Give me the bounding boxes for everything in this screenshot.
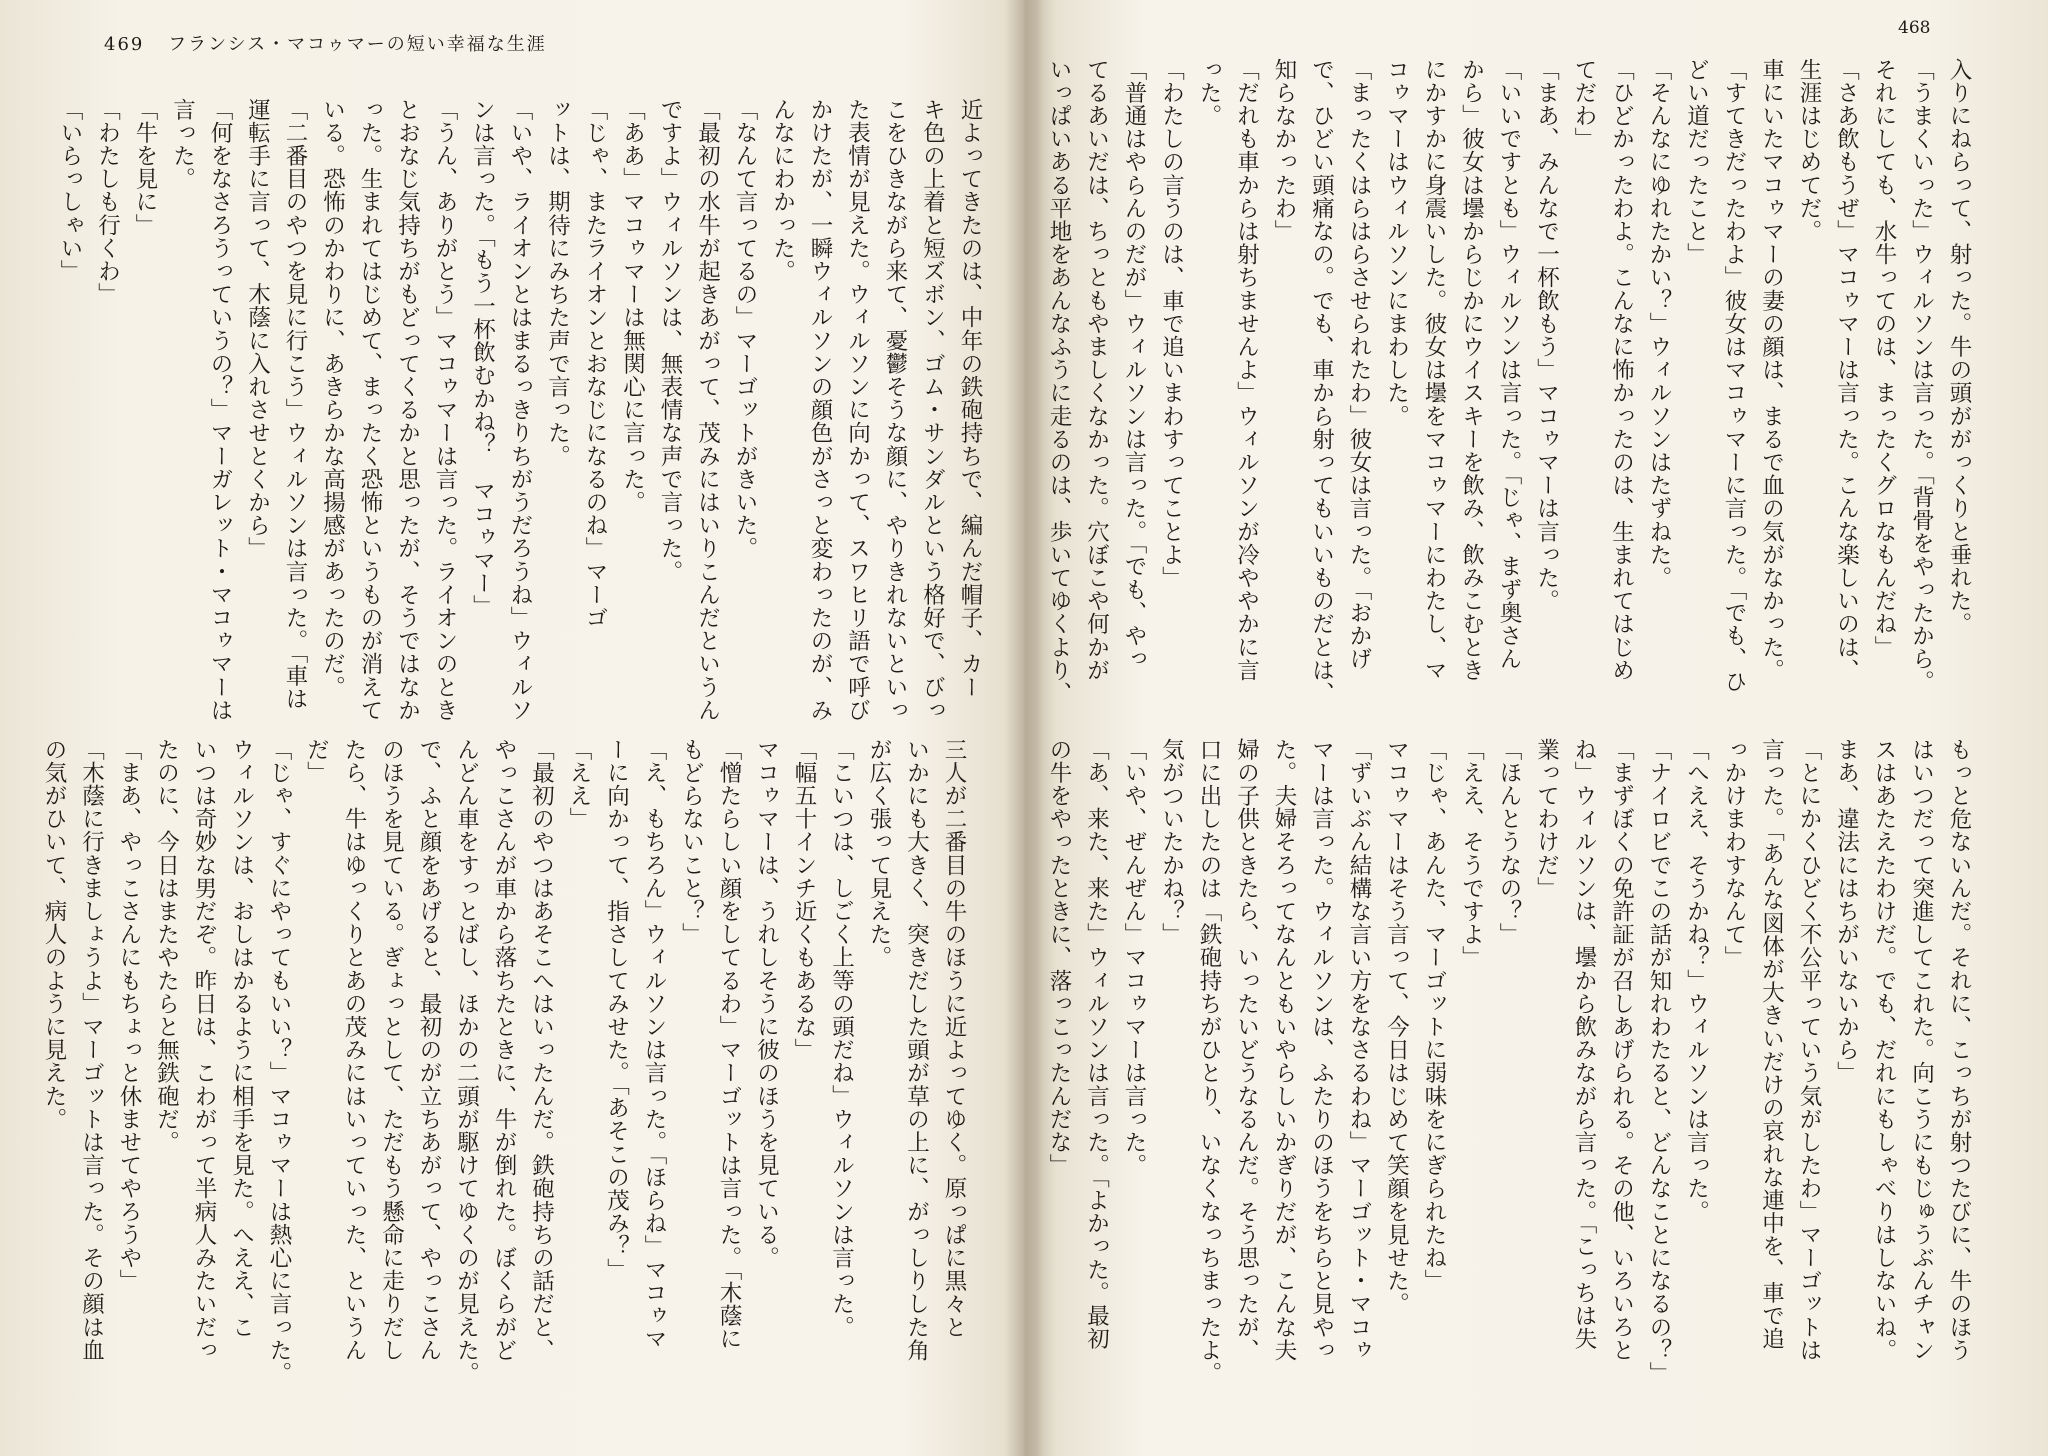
text-line: いつは奇妙な男だぞ。昨日は、こわがって半病人みたいだっ — [191, 738, 217, 1362]
text-line: マコゥマーはそう言って、今日はじめて笑顔を見せた。 — [1383, 738, 1410, 1316]
text-line: 「なんて言ってるの」マーゴットがきいた。 — [732, 98, 758, 560]
text-line: で、ひどい頭痛なの。でも、車から射ってもいいものだとは、 — [1308, 58, 1335, 705]
text-line: 「いや、ぜんぜん」マコゥマーは言った。 — [1121, 738, 1147, 1177]
text-line: 「二番目のやつを見に行こう」ウィルソンは言った。「車は — [282, 98, 308, 711]
text-line: 「わたしの言うのは、車で追いまわすってことよ」 — [1158, 58, 1185, 590]
text-line: 「ほんとうなの？」 — [1496, 738, 1522, 946]
text-line: 「じゃ、またライオンとおなじになるのね」マーゴ — [582, 98, 608, 630]
text-line: 近よってきたのは、中年の鉄砲持ちで、編んだ帽子、カー — [957, 98, 983, 699]
text-line: た表情が見えた。ウィルソンに向かって、スワヒリ語で呼び — [844, 98, 871, 722]
text-line: 知らなかったわ」 — [1271, 58, 1297, 243]
text-line: から」彼女は壜からじかにウイスキーを飲み、飲みこむとき — [1458, 58, 1485, 682]
left-page-number: 469 — [104, 34, 145, 55]
text-line: コゥマーはウィルソンにまわした。 — [1383, 58, 1410, 428]
text-line: たのに、今日はまたやたらと無鉄砲だ。 — [153, 738, 180, 1154]
text-line: った。生まれてはじめて、まったく恐怖というものが消えて — [357, 98, 383, 722]
text-line: ンは言った。「もう一杯飲むかね？ マコゥマー」 — [469, 98, 496, 619]
right-page-upper-text-block — [1046, 58, 1977, 708]
text-line: 「へええ、そうかね？」ウィルソンは言った。 — [1683, 738, 1710, 1224]
text-line: んどん車をすっとばし、ほかの二頭が駆けてゆくのが見えた。 — [453, 738, 480, 1385]
text-line: スはあたえたわけだ。でも、だれにもしゃべりはしないね。 — [1871, 738, 1897, 1362]
text-line: まあ、違法にはちがいないから」 — [1833, 738, 1860, 1085]
text-line: ウィルソンは、おしはかるように相手を見た。へええ、こ — [228, 738, 255, 1339]
text-line: ですよ」ウィルソンは、無表情な声で言った。 — [657, 98, 683, 584]
text-line: 三人が二番目の牛のほうに近よってゆく。原っぱに黒々と — [941, 738, 967, 1339]
text-line: 「こいつは、しごく上等の頭だね」ウィルソンは言った。 — [828, 738, 855, 1339]
text-line: 車にいたマコゥマーの妻の顔は、まるで血の気がなかった。 — [1758, 58, 1785, 682]
text-line: 「ええ、そうですよ」 — [1458, 738, 1485, 969]
text-line: 「うまくいった」ウィルソンは言った。「背骨をやったから。 — [1908, 58, 1935, 694]
left-page-lower-text-block — [41, 738, 972, 1398]
text-line: 「何をなさろうっていうの？」マーガレット・マコゥマーは — [207, 98, 233, 722]
text-line: 口に出したのは「鉄砲持ちがひとり、いなくなっちまったよ。 — [1196, 738, 1222, 1385]
text-line: 運転手に言って、木蔭に入れさせとくから」 — [244, 98, 271, 560]
text-line: 「あ、来た、来た」ウィルソンは言った。「よかった。最初 — [1083, 738, 1110, 1351]
text-line: いる。恐怖のかわりに、あきらかな高揚感があったのだ。 — [319, 98, 346, 699]
text-line: 生涯はじめてだ。 — [1796, 58, 1822, 243]
right-page-lower-text-block — [1046, 738, 1977, 1398]
text-line: んなにわかった。 — [769, 98, 796, 283]
text-line: 「え、もちろん」ウィルソンは言った。「ほらね」マコゥマ — [641, 738, 667, 1351]
text-line: っかけまわすなんて」 — [1721, 738, 1747, 969]
text-line: はいつだって突進してこれた。向こうにもじゅうぶんチャン — [1908, 738, 1935, 1362]
text-line: 「牛を見に」 — [132, 98, 158, 237]
text-line: 婦の子供ときたら、いったいどうなるんだ。そう思ったが、 — [1233, 738, 1260, 1362]
text-line: いかにも大きく、突きだした頭が草の上に、がっしりした角 — [903, 738, 930, 1362]
text-line: 「憎たらしい顔をしてるわ」マーゴットは言った。「木蔭に — [716, 738, 742, 1351]
text-line: 入りにねらって、射った。牛の頭ががっくりと垂れた。 — [1946, 58, 1972, 636]
text-line: のほうを見ている。ぎょっとして、ただもう懸命に走りだし — [378, 738, 405, 1362]
text-line: 「まあ、やっこさんにもちょっと休ませてやろうや」 — [116, 738, 142, 1293]
text-line: どい道だったこと」 — [1683, 58, 1710, 266]
text-line: こをひきながら来て、憂鬱そうな顔に、やりきれないといっ — [882, 98, 908, 722]
text-line: の牛をやったときに、落っこったんだな」 — [1046, 738, 1072, 1177]
text-line: マーは言った。ウィルソンは、ふたりのほうをちらと見やっ — [1308, 738, 1335, 1362]
text-line: 「まったくはらはらさせられたわ」彼女は言った。「おかげ — [1346, 58, 1372, 671]
text-line: 「うん、ありがとう」マコゥマーは言った。ライオンのとき — [432, 98, 458, 722]
text-line: キ色の上着と短ズボン、ゴム・サンダルという格好で、びっ — [919, 98, 946, 722]
text-line: 「いいですとも」ウィルソンは言った。「じゃ、まず奥さん — [1496, 58, 1522, 671]
text-line: 「とにかくひどく不公平っていう気がしたわ」マーゴットは — [1796, 738, 1822, 1362]
text-line: 「さあ飲もうぜ」マコゥマーは言った。こんな楽しいのは、 — [1833, 58, 1860, 682]
text-line: とおなじ気持ちがもどってくるかと思ったが、そうではなか — [394, 98, 421, 722]
text-line: 「ええ」 — [566, 738, 592, 831]
text-line: 業ってわけだ」 — [1533, 738, 1560, 900]
text-line: 「そんなにゆれたかい？」ウィルソンはたずねた。 — [1646, 58, 1672, 590]
text-line: てるあいだは、ちっともやましくなかった。穴ぼこや何かが — [1083, 58, 1110, 682]
text-line: もどらないこと？」 — [678, 738, 705, 946]
text-line: 言った。「あんな図体が大きいだけの哀れな連中を、車で追 — [1758, 738, 1785, 1351]
text-line: 「じゃ、すぐにやってもいい？」マコゥマーは熱心に言った。 — [266, 738, 292, 1385]
text-line: 「最初の水牛が起きあがって、茂みにはいりこんだというん — [694, 98, 721, 722]
text-line: 言った。 — [169, 98, 196, 191]
text-line: 「まずぼくの免許証が召しあげられる。その他、いろいろと — [1608, 738, 1635, 1362]
text-line: だ」 — [303, 738, 330, 785]
text-line: 「じゃ、あんた、マーゴットに弱味をにぎられたね」 — [1421, 738, 1447, 1293]
text-line: 「すてきだったわよ」彼女はマコゥマーに言った。「でも、ひ — [1721, 58, 1747, 694]
text-line: いっぱいある平地をあんなふうに走るのは、歩いてゆくより、 — [1046, 58, 1072, 705]
text-line: てだわ」 — [1571, 58, 1597, 151]
text-line: ね」ウィルソンは、壜から飲みながら言った。「こっちは失 — [1571, 738, 1597, 1351]
text-line: 「ひどかったわよ。こんなに怖かったのは、生まれてはじめ — [1608, 58, 1635, 682]
left-page-upper-text-block — [57, 98, 988, 738]
text-line: それにしても、水牛ってのは、まったくグロなもんだね」 — [1871, 58, 1897, 659]
text-line: 「普通はやらんのだが」ウィルソンは言った。「でも、やっ — [1121, 58, 1147, 671]
text-line: たら、牛はゆっくりとあの茂みにはいっていった、というん — [341, 738, 367, 1362]
text-line: 「いらっしゃい」 — [57, 98, 83, 283]
text-line: マコゥマーは、うれしそうに彼のほうを見ている。 — [753, 738, 780, 1270]
text-line: た。夫婦そろってなんともいやらしいかぎりだが、こんな夫 — [1271, 738, 1297, 1362]
text-line: かけたが、一瞬ウィルソンの顔色がさっと変わったのが、み — [807, 98, 833, 722]
text-line: 「いや、ライオンとはまるっきりちがうだろうね」ウィルソ — [507, 98, 533, 722]
text-line: 「幅五十インチ近くもあるな」 — [791, 738, 817, 1062]
running-title: フランシス・マコゥマーの短い幸福な生涯 — [168, 34, 547, 55]
text-line: が広く張って見えた。 — [866, 738, 892, 969]
text-line: 「ナイロビでこの話が知れわたると、どんなことになるの？」 — [1646, 738, 1672, 1385]
text-line: 「だれも車からは射ちませんよ」ウィルソンが冷ややかに言 — [1233, 58, 1260, 682]
text-line: 「最初のやつはあそこへはいったんだ。鉄砲持ちの話だと、 — [528, 738, 555, 1362]
text-line: った。 — [1196, 58, 1222, 128]
text-line: 「木蔭に行きましょうよ」マーゴットは言った。その顔は血 — [78, 738, 105, 1362]
text-line: で、ふと顔をあげると、最初のが立ちあがって、やっこさん — [416, 738, 442, 1362]
text-line: やっこさんが車から落ちたときに、牛が倒れた。ぼくらがど — [491, 738, 517, 1362]
text-line: ットは、期待にみちた声で言った。 — [544, 98, 571, 468]
text-line: 「ずいぶん結構な言い方をなさるわね」マーゴット・マコゥ — [1346, 738, 1372, 1362]
right-page-number: 468 — [1898, 18, 1931, 38]
text-line: の気がひいて、病人のように見えた。 — [41, 738, 67, 1131]
text-line: 「わたしも行くわ」 — [94, 98, 121, 306]
text-line: 気がついたかね？」 — [1158, 738, 1185, 946]
text-line: 「ああ」マコゥマーは無関心に言った。 — [619, 98, 646, 514]
text-line: にかすかに身震いした。彼女は壜をマコゥマーにわたし、マ — [1421, 58, 1447, 682]
left-page-header — [104, 30, 547, 56]
text-line: ーに向かって、指さしてみせた。「あそこの茂み？」 — [603, 738, 630, 1282]
text-line: もっと危ないんだ。それに、こっちが射つたびに、牛のほう — [1946, 738, 1972, 1362]
text-line: 「まあ、みんなで一杯飲もう」マコゥマーは言った。 — [1533, 58, 1560, 613]
